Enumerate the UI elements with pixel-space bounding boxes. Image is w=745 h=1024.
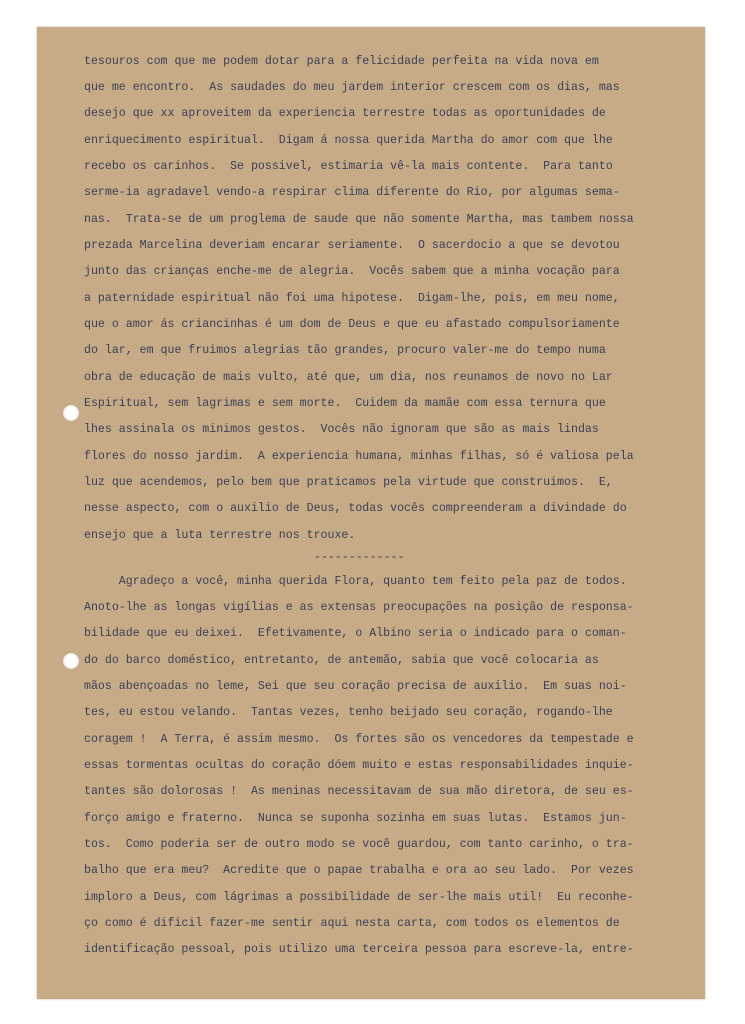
- text-line: flores do nosso jardim. A experiencia humana, minhas filhas, só é valiosa pela: [84, 450, 634, 463]
- text-line: ço como é dificil fazer-me sentir aqui nesta carta, com todos os elementos de: [84, 917, 620, 930]
- text-line: ensejo que a luta terrestre nos trouxe.: [84, 529, 356, 542]
- text-line: a paternidade espiritual não foi uma hipotese. Digam-lhe, pois, em meu nome,: [84, 292, 620, 305]
- text-line: que o amor ás criancinhas é um dom de Deus e que eu afastado compulsoriamente: [84, 318, 620, 331]
- text-line: enriquecimento espiritual. Digam á nossa querida Martha do amor com que lhe: [84, 134, 613, 147]
- text-line: essas tormentas ocultas do coração dóem muito e estas responsabilidades inquie-: [84, 759, 634, 772]
- text-line: serme-ia agradavel vendo-a respirar clima diferente do Rio, por algumas sema-: [84, 186, 620, 199]
- text-line: tes, eu estou velando. Tantas vezes, tenho beijado seu coração, rogando-lhe: [84, 706, 613, 719]
- text-line: nesse aspecto, com o auxilio de Deus, todas vocês compreenderam a divindade do: [84, 502, 627, 515]
- text-line: tesouros com que me podem dotar para a felicidade perfeita na vida nova em: [84, 55, 599, 68]
- text-line: que me encontro. As saudades do meu jardem interior crescem com os dias, mas: [84, 81, 620, 94]
- text-line: recebo os carinhos. Se possivel, estimaria vê-la mais contente. Para tanto: [84, 160, 613, 173]
- text-line: balho que era meu? Acredite que o papae trabalha e ora ao seu lado. Por vezes: [84, 864, 634, 877]
- text-line: nas. Trata-se de um proglema de saude que não somente Martha, mas tambem nossa: [84, 213, 634, 226]
- text-line: Anoto-lhe as longas vigílias e as extensas preocupações na posição de responsa-: [84, 601, 634, 614]
- text-line: obra de educação de mais vulto, até que, um dia, nos reunamos de novo no Lar: [84, 371, 613, 384]
- text-line: lhes assinala os minimos gestos. Vocês não ignoram que são as mais lindas: [84, 423, 599, 436]
- text-line: tantes são dolorosas ! As meninas necessitavam de sua mão diretora, de seu es-: [84, 785, 634, 798]
- text-line: bilidade que eu deixei. Efetivamente, o Albino seria o indicado para o coman-: [84, 627, 627, 640]
- text-line: Espiritual, sem lagrimas e sem morte. Cuidem da mamãe com essa ternura que: [84, 397, 606, 410]
- punch-hole: [63, 653, 79, 669]
- text-line: luz que acendemos, pelo bem que praticamos pela virtude que construimos. E,: [84, 476, 613, 489]
- punch-hole: [63, 405, 79, 421]
- text-line: do lar, em que fruimos alegrias tão grandes, procuro valer-me do tempo numa: [84, 344, 606, 357]
- text-line: tos. Como poderia ser de outro modo se você guardou, com tanto carinho, o tra-: [84, 838, 634, 851]
- text-line: do do barco doméstico, entretanto, de antemão, sabia que você colocaria as: [84, 654, 599, 667]
- text-line: identificação pessoal, pois utilizo uma terceira pessoa para escreve-la, entre-: [84, 943, 634, 956]
- text-line: Agradeço a você, minha querida Flora, quanto tem feito pela paz de todos.: [84, 575, 627, 588]
- text-line: desejo que xx aproveitem da experiencia terrestre todas as oportunidades de: [84, 107, 606, 120]
- typewritten-page: [37, 27, 705, 999]
- text-line: forço amigo e fraterno. Nunca se suponha sozinha em suas lutas. Estamos jun-: [84, 812, 627, 825]
- text-line: coragem ! A Terra, é assim mesmo. Os fortes são os vencedores da tempestade e: [84, 733, 634, 746]
- text-line: mãos abençoadas no leme, Sei que seu coração precisa de auxilio. Em suas noi-: [84, 680, 627, 693]
- text-line: junto das crianças enche-me de alegria. Vocês sabem que a minha vocação para: [84, 265, 620, 278]
- section-divider: -------------: [314, 551, 405, 564]
- text-line: prezada Marcelina deveriam encarar seriamente. O sacerdocio a que se devotou: [84, 239, 620, 252]
- text-line: imploro a Deus, com lágrimas a possibilidade de ser-lhe mais util! Eu reconhe-: [84, 891, 634, 904]
